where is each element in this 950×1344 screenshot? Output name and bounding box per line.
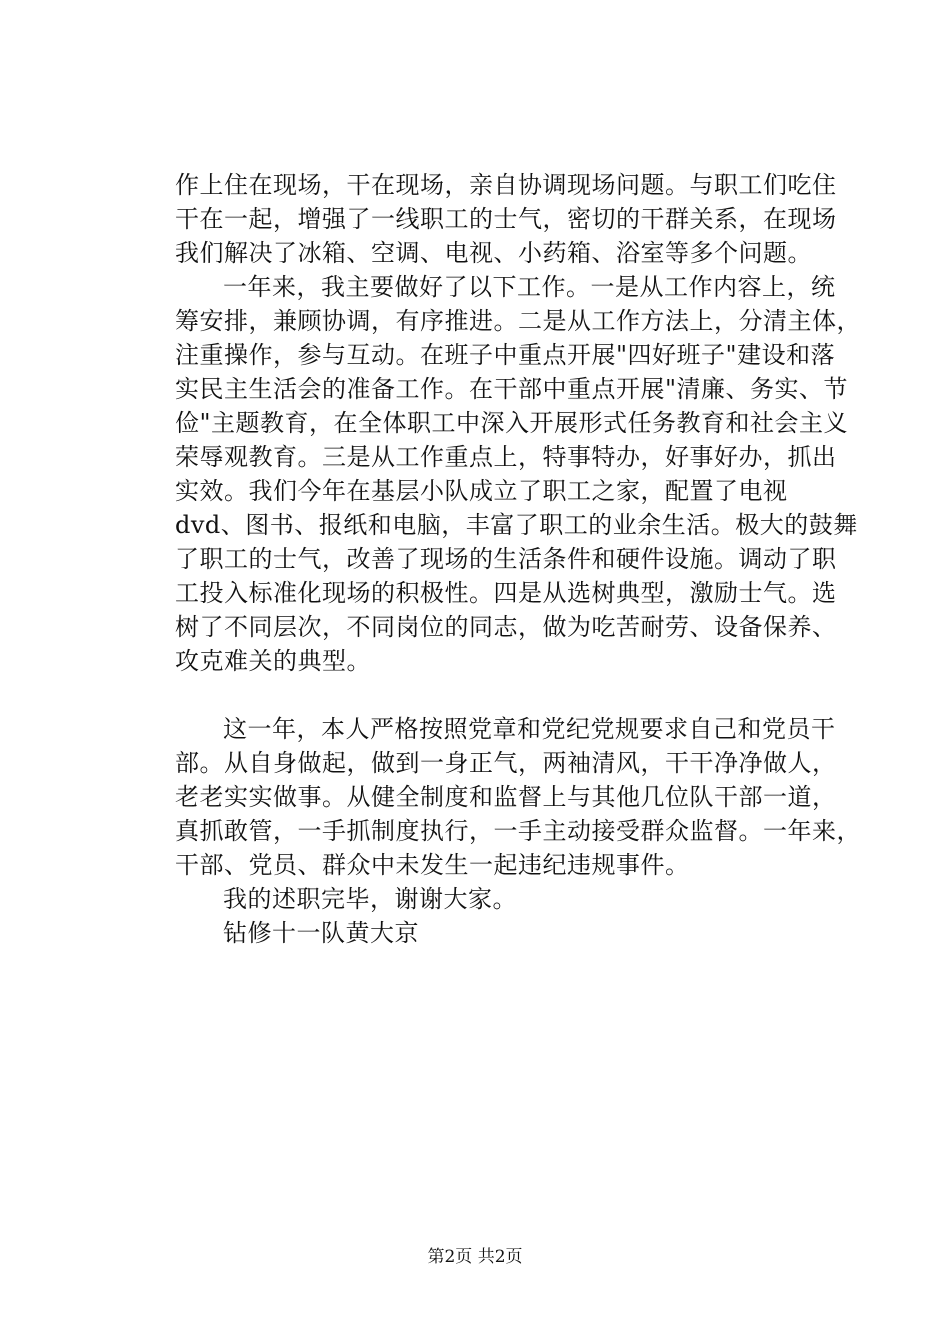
paragraph-line: 部。从自身做起，做到一身正气，两袖清风，干干净净做人， — [175, 749, 837, 777]
page-number-footer: 第2页 共2页 — [427, 1247, 523, 1267]
paragraph-line: 注重操作，参与互动。在班子中重点开展"四好班子"建设和落 — [175, 341, 836, 369]
paragraph-first-line: 一年来，我主要做好了以下工作。一是从工作内容上，统 — [223, 273, 836, 301]
paragraph-line — [175, 678, 865, 712]
paragraph-line: 攻克难关的典型。 — [175, 647, 371, 675]
paragraph-line: 实民主生活会的准备工作。在干部中重点开展"清廉、务实、节 — [175, 375, 849, 403]
paragraph-line: 我们解决了冰箱、空调、电视、小药箱、浴室等多个问题。 — [175, 239, 812, 267]
paragraph-line: 荣辱观教育。三是从工作重点上，特事特办，好事好办，抓出 — [175, 443, 837, 471]
closing-remark: 我的述职完毕，谢谢大家。 — [223, 885, 517, 913]
paragraph-line: dvd、图书、报纸和电脑，丰富了职工的业余生活。极大的鼓舞 — [175, 511, 858, 539]
paragraph-line: 实效。我们今年在基层小队成立了职工之家，配置了电视 — [175, 477, 788, 505]
document-body — [175, 168, 865, 950]
paragraph-line: 干在一起，增强了一线职工的士气，密切的干群关系，在现场 — [175, 205, 837, 233]
paragraph-line: 树了不同层次，不同岗位的同志，做为吃苦耐劳、设备保养、 — [175, 613, 837, 641]
paragraph-line: 了职工的士气，改善了现场的生活条件和硬件设施。调动了职 — [175, 545, 837, 573]
paragraph-first-line: 这一年，本人严格按照党章和党纪党规要求自己和党员干 — [223, 715, 836, 743]
paragraph-line: 筹安排，兼顾协调，有序推进。二是从工作方法上，分清主体， — [175, 307, 861, 335]
paragraph-line: 老老实实做事。从健全制度和监督上与其他几位队干部一道， — [175, 783, 837, 811]
paragraph-line: 干部、党员、群众中未发生一起违纪违规事件。 — [175, 851, 690, 879]
signature-line: 钻修十一队黄大京 — [223, 919, 419, 947]
paragraph-line: 俭"主题教育，在全体职工中深入开展形式任务教育和社会主义 — [175, 409, 849, 437]
paragraph-line: 作上住在现场，干在现场，亲自协调现场问题。与职工们吃住 — [175, 171, 837, 199]
paragraph-line: 真抓敢管，一手抓制度执行，一手主动接受群众监督。一年来， — [175, 817, 861, 845]
paragraph-line: 工投入标准化现场的积极性。四是从选树典型，激励士气。选 — [175, 579, 837, 607]
